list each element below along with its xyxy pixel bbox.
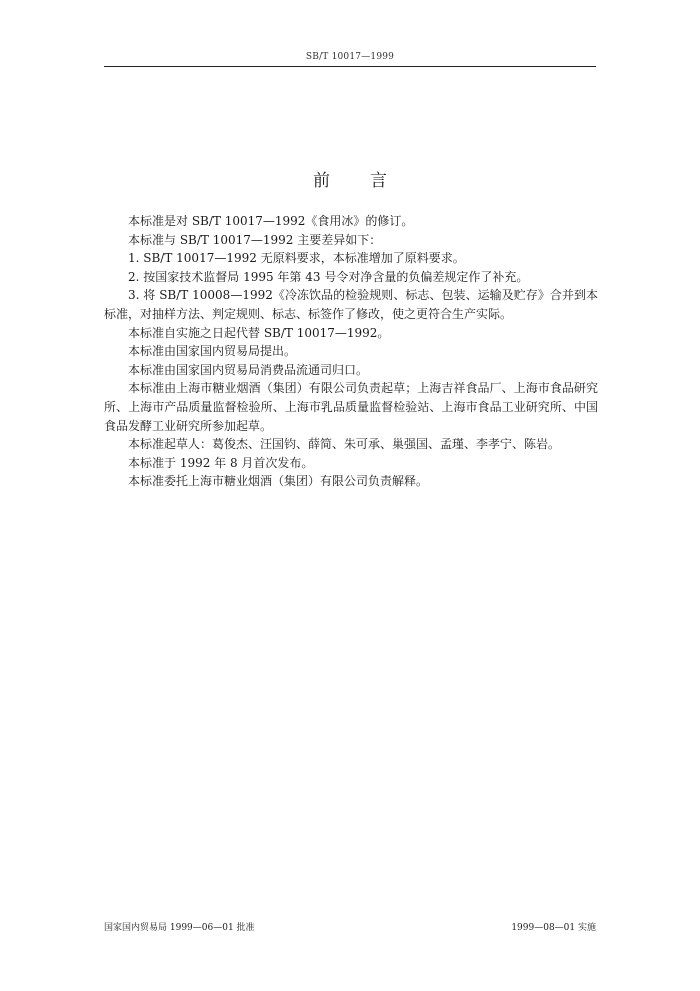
paragraph-revision: 本标准是对 SB/T 10017—1992《食用冰》的修订。	[128, 214, 414, 228]
paragraph-replaces: 本标准自实施之日起代替 SB/T 10017—1992。	[128, 325, 390, 340]
foreword-body	[104, 212, 598, 491]
implementation-date: 1999—08—01 实施	[511, 923, 596, 933]
paragraph-difference-1: 1. SB/T 10017—1992 无原料要求，本标准增加了原料要求。	[128, 251, 465, 266]
paragraph-drafted-by: 本标准由上海市糖业烟酒（集团）有限公司负责起草；上海吉祥食品厂、上海市食品研究所、上海市产品质量监督检验所、上海市乳品质量监督检验站、上海市食品工业研究所、中国食品发酵工业研究所参加起草。	[104, 381, 598, 433]
paragraph-interpretation: 本标准委托上海市糖业烟酒（集团）有限公司负责解释。	[128, 474, 429, 489]
paragraph-first-published: 本标准于 1992 年 8 月首次发布。	[128, 455, 314, 470]
paragraph-difference-3: 3. 将 SB/T 10008—1992《冷冻饮品的检验规则、标志、包装、运输及贮存》合并到本标准，对抽样方法、判定规则、标志、标签作了修改，使之更符合生产实际。	[104, 288, 598, 321]
header-divider	[104, 66, 596, 67]
page-title	[0, 166, 700, 191]
title-char-1: 前	[313, 171, 330, 191]
title-char-2: 言	[370, 171, 387, 191]
paragraph-difference-2: 2. 按国家技术监督局 1995 年第 43 号令对净含量的负偏差规定作了补充。	[128, 269, 529, 284]
paragraph-proposed-by: 本标准由国家国内贸易局提出。	[128, 344, 297, 359]
approval-date: 国家国内贸易局 1999—06—01 批准	[104, 923, 255, 933]
paragraph-differences-intro: 本标准与 SB/T 10017—1992 主要差异如下：	[128, 232, 382, 247]
paragraph-centralized-by: 本标准由国家国内贸易局消费品流通司归口。	[128, 362, 369, 377]
standard-code-header: SB/T 10017—1999	[305, 52, 395, 62]
paragraph-drafters: 本标准起草人：葛俊杰、汪国钧、薛简、朱可承、巢强国、孟瑾、李孝宁、陈岩。	[128, 437, 561, 452]
